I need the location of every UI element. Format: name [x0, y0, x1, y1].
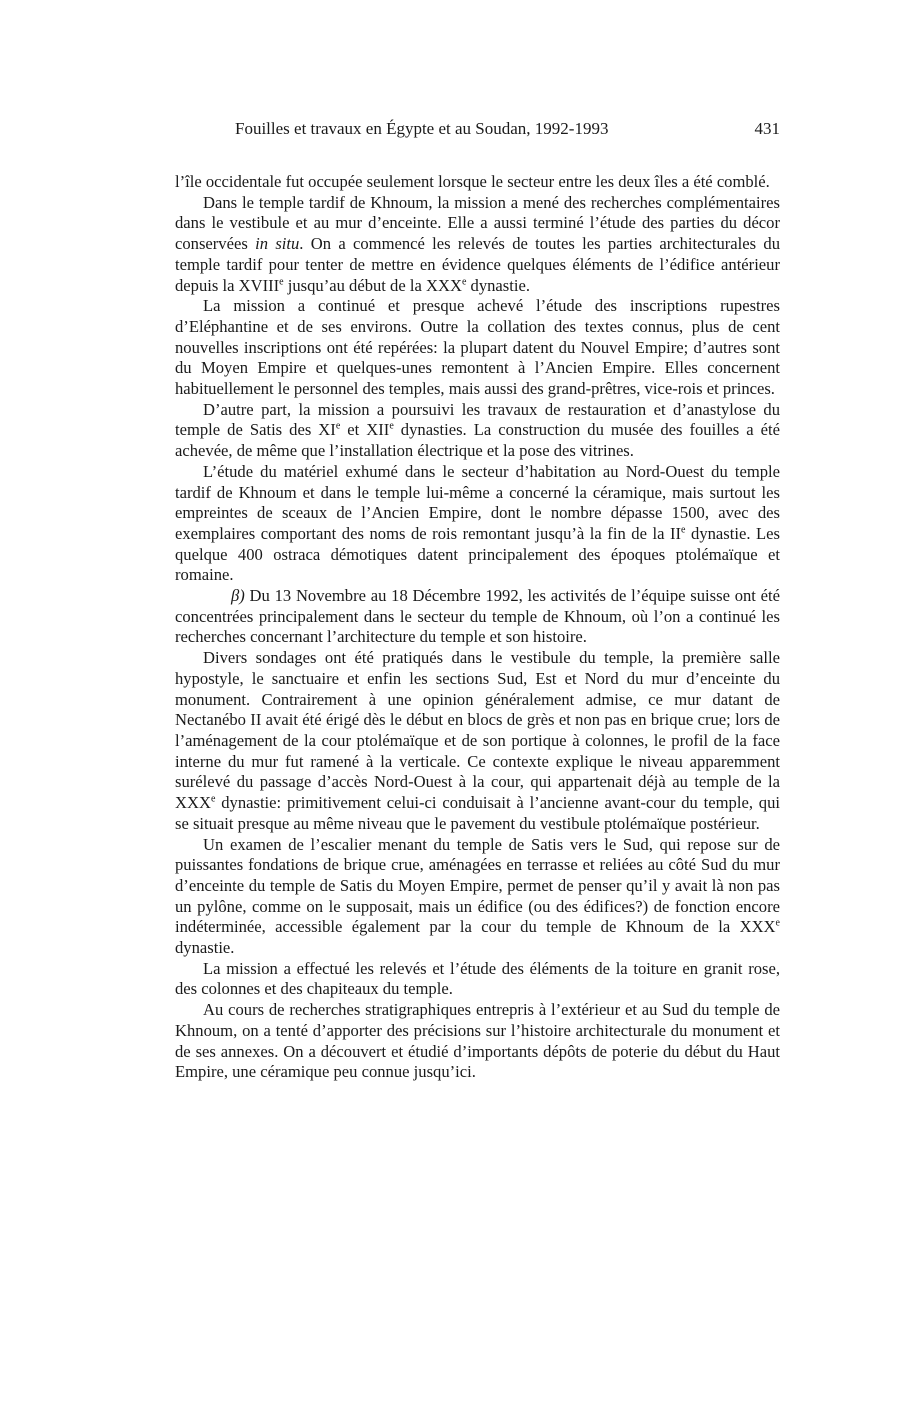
- paragraph-2: Dans le temple tardif de Khnoum, la mission a mené des recherches complémentaires dans le vestibule et au mur d’enceinte. Elle a aussi terminé l’étude des parties du décor conservées in situ. On a commencé les relevés de toutes les parties architecturales du temple tardif pour tenter de mettre en évidence quelques éléments de l’édifice antérieur depuis la XVIIIe jusqu’au début de la XXXe dynastie.: [175, 192, 780, 295]
- running-title: Fouilles et travaux en Égypte et au Soudan, 1992-1993: [235, 119, 609, 138]
- italic-in-situ: in situ: [255, 234, 300, 254]
- paragraph-3: La mission a continué et presque achevé l’étude des inscriptions rupestres d’Eléphantine et de ses environs. Outre la collation des textes connus, plus de cent nouvelles inscriptions ont été repérées: la plupart datent du Nouvel Empire; d’autres sont du Moyen Empire et quelques-unes remontent à l’Ancien Empire. Elles concernent habituellement le personnel des temples, mais aussi des grand-prêtres, vice-rois et princes.: [175, 296, 780, 399]
- paragraph-1: l’île occidentale fut occupée seulement lorsque le secteur entre les deux îles a été comblé.: [175, 172, 770, 191]
- paragraph-10: Au cours de recherches stratigraphiques entrepris à l’extérieur et au Sud du temple de Khnoum, on a tenté d’apporter des précisions sur l’histoire architecturale du monument et de ses annexes. On a découvert et étudié d’importants dépôts de poterie du début du Haut Empire, une céramique peu connue jusqu’ici.: [175, 1000, 780, 1082]
- paragraph-5: L’étude du matériel exhumé dans le secteur d’habitation au Nord-Ouest du temple tardif de Khnoum et dans le temple lui-même a concerné la céramique, mais surtout les empreintes de sceaux de l’Ancien Empire, dont le nombre dépasse 1500, avec des exemplaires comportant des noms de rois remontant jusqu’à la fin de la IIe dynastie. Les quelque 400 ostraca démotiques datent principalement des époques ptolémaïque et romaine.: [175, 461, 780, 585]
- paragraph-6: β) Du 13 Novembre au 18 Décembre 1992, les activités de l’équipe suisse ont été concentrées principalement dans le secteur du temple de Khnoum, où l’on a continué les recherches concernant l’architecture du temple et son histoire.: [175, 586, 780, 647]
- section-marker-beta: β): [231, 586, 245, 606]
- paragraph-4: D’autre part, la mission a poursuivi les travaux de restauration et d’anastylose du temple de Satis des XIe et XIIe dynasties. La construction du musée des fouilles a été achevée, de même que l’installation électrique et la pose des vitrines.: [175, 399, 781, 461]
- running-head: [175, 118, 780, 142]
- body-text: [175, 172, 780, 1083]
- page-number: 431: [754, 119, 780, 138]
- paragraph-8: Un examen de l’escalier menant du temple de Satis vers le Sud, qui repose sur de puissantes fondations de brique crue, aménagées en terrasse et reliées au côté Sud du mur d’enceinte du temple de Satis du Moyen Empire, permet de penser qu’il y avait là non pas un pylône, comme on le supposait, mais un édifice (ou des édifices?) de fonction encore indéterminée, accessible également par la cour du temple de Khnoum de la XXXe dynastie.: [175, 834, 780, 958]
- paragraph-7: Divers sondages ont été pratiqués dans le vestibule du temple, la première salle hypostyle, le sanctuaire et enfin les sections Sud, Est et Nord du mur d’enceinte du monument. Contrairement à une opinion généralement admise, ce mur datant de Nectanébo II avait été érigé dès le début en blocs de grès et non pas en brique crue; lors de l’aménagement de la cour ptolémaïque et de son portique à colonnes, le profil de la face interne du mur fut ramené à la verticale. Ce contexte explique le niveau apparemment surélevé du passage d’accès Nord-Ouest à la cour, qui appartenait déjà au temple de la XXXe dynastie: primitivement celui-ci conduisait à l’ancienne avant-cour du temple, qui se situait presque au même niveau que le pavement du vestibule ptolémaïque postérieur.: [175, 648, 780, 833]
- paragraph-9: La mission a effectué les relevés et l’étude des éléments de la toiture en granit rose, des colonnes et des chapiteaux du temple.: [175, 958, 780, 999]
